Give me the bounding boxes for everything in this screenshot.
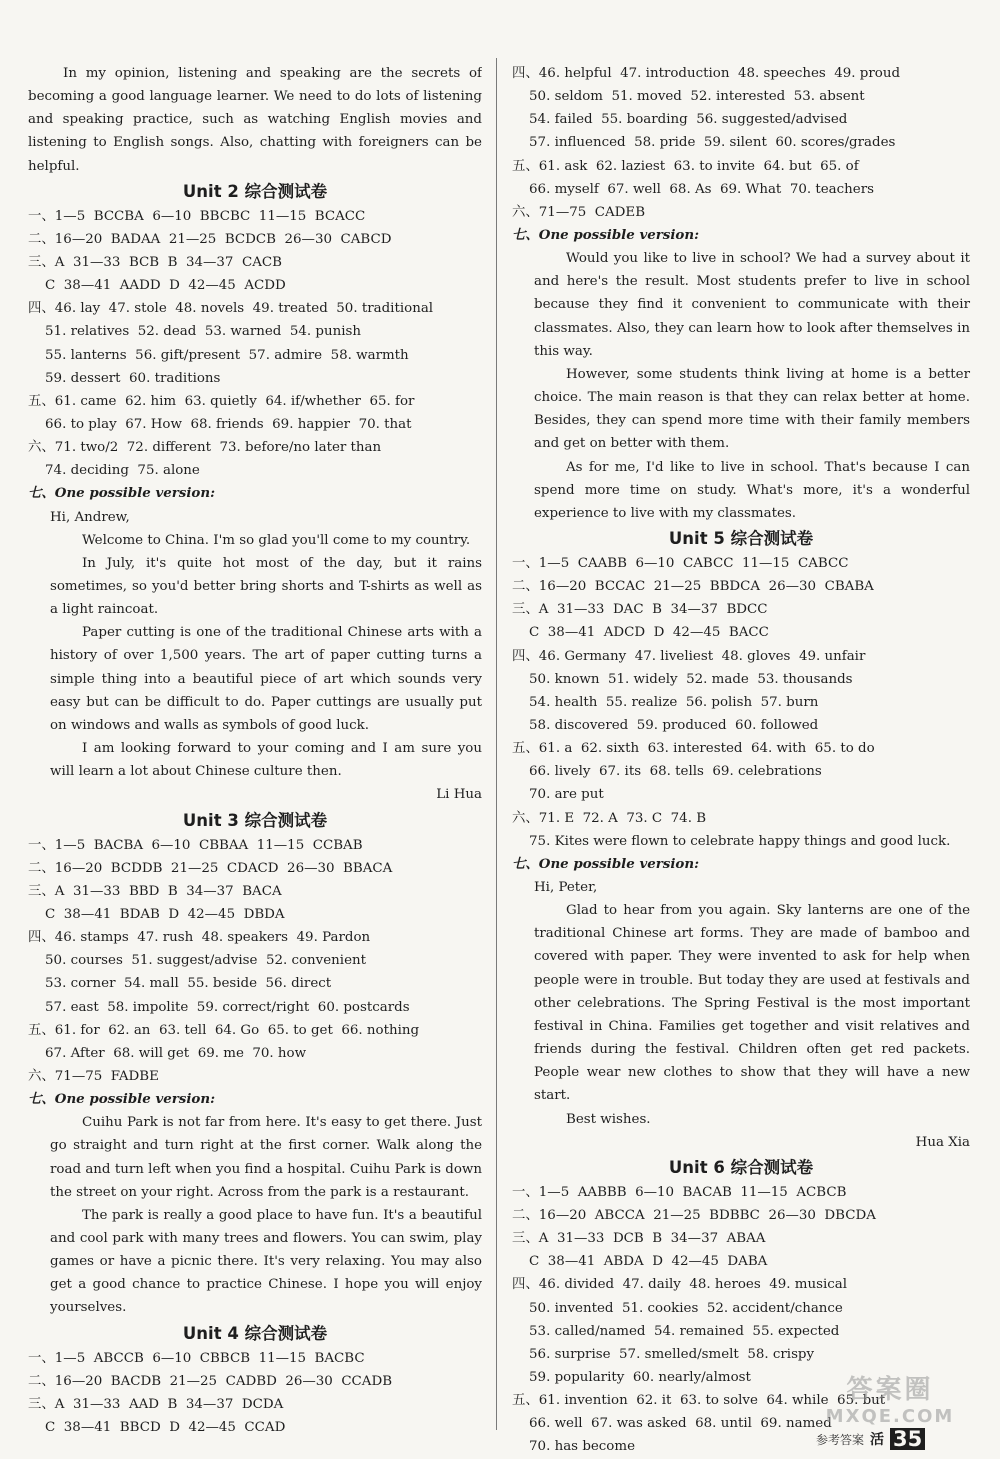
answer-line: 三、A 31—33 BCB B 34—37 CACB [28,254,282,270]
answer-line: 一、1—5 BACBA 6—10 CBBAA 11—15 CCBAB [28,837,363,853]
unit4-title: Unit 4 综合测试卷 [182,1323,328,1343]
unit2-answers [28,205,482,483]
answer-line: 66. myself 67. well 68. As 69. What 70. teachers [512,181,874,197]
unit2-title: Unit 2 综合测试卷 [182,181,328,201]
unit4-answers-continued [512,62,970,224]
answer-line: 二、16—20 ABCCA 21—25 BDBBC 26—30 DBCDA [512,1207,876,1223]
unit2-signature: Li Hua [436,787,482,803]
essay-paragraph: Welcome to China. I'm so glad you'll come to my country. [82,532,471,548]
answer-line: 56. surprise 57. smelled/smelt 58. crispy [512,1346,815,1362]
intro-paragraph [28,62,482,178]
unit4-essay [512,247,970,525]
answer-line: 四、46. Germany 47. liveliest 48. gloves 49. unfair [512,648,866,664]
answer-line: C 38—41 AADD D 42—45 ACDD [28,278,286,294]
unit4-answers [28,1347,482,1440]
answer-line: 五、61. for 62. an 63. tell 64. Go 65. to get 66. nothing [28,1022,420,1038]
essay-paragraph: Would you like to live in school? We had a survey about it and here's the result. Most students prefer to live in school because they find it convenient to communicate with their classmates. Also, they can learn how to look after themselves in this way. [534,251,970,359]
answer-line: 54. health 55. realize 56. polish 57. burn [512,694,819,710]
answer-line: 一、1—5 AABBB 6—10 BACAB 11—15 ACBCB [512,1184,847,1200]
essay-paragraph: I am looking forward to your coming and I am sure you will learn a lot about Chinese culture then. [50,741,482,780]
answer-line: 54. failed 55. boarding 56. suggested/advised [512,112,848,128]
page-number: 35 [890,1428,925,1450]
answer-line: 57. influenced 58. pride 59. silent 60. scores/grades [512,135,896,151]
unit3-title: Unit 3 综合测试卷 [182,810,328,830]
unit4-essay-label: 七、One possible version: [512,226,700,243]
answer-line: 58. discovered 59. produced 60. followed [512,717,819,733]
right-column [512,62,970,1459]
page-footer [816,1428,925,1450]
answer-line: 四、46. lay 47. stole 48. novels 49. treated 50. traditional [28,301,434,317]
intro-text [28,62,482,178]
answer-line: C 38—41 ABDA D 42—45 DABA [512,1254,768,1270]
answer-line: 50. seldom 51. moved 52. interested 53. absent [512,89,865,105]
answer-line: 四、46. stamps 47. rush 48. speakers 49. Pardon [28,930,371,946]
answer-line: 66. lively 67. its 68. tells 69. celebrations [512,764,822,780]
unit5-answers [512,552,970,853]
answer-line: 74. deciding 75. alone [28,463,200,479]
footer-reference: 参考答案 [816,1432,865,1447]
unit5-essay [512,899,970,1131]
answer-line: 59. dessert 60. traditions [28,370,221,386]
answer-line: 50. known 51. widely 52. made 53. thousands [512,671,853,687]
unit6-title: Unit 6 综合测试卷 [668,1157,814,1177]
answer-line: 三、A 31—33 BBD B 34—37 BACA [28,883,282,899]
answer-line: 70. are put [512,787,604,803]
unit5-essay-label: 七、One possible version: [512,855,700,872]
answer-line: 三、A 31—33 DCB B 34—37 ABAA [512,1231,766,1247]
answer-line: 70. has become [512,1439,635,1455]
unit3-essay-label: 七、One possible version: [28,1091,216,1108]
unit5-signature: Hua Xia [915,1134,970,1150]
answer-line: 51. relatives 52. dead 53. warned 54. punish [28,324,362,340]
answer-line: 五、61. invention 62. it 63. to solve 64. while 65. but [512,1393,886,1409]
unit5-greeting: Hi, Peter, [534,879,598,895]
unit2-essay-label: 七、One possible version: [28,485,216,502]
answer-line: 一、1—5 CAABB 6—10 CABCC 11—15 CABCC [512,556,849,571]
answer-line: 五、61. a 62. sixth 63. interested 64. with 65. to do [512,741,875,757]
essay-paragraph: Glad to hear from you again. Sky lanterns are one of the traditional Chinese art forms. They are made of bamboo and covered with paper. They were invented to ask for help when people were in trouble. But today they are used at festivals and other celebrations. The Spring Festival is the most important festival in China. Families get together and visit relatives and friends during the festival. Children often get red packets. People wear new clothes to show that they will have a new start. [534,903,970,1104]
column-divider [496,58,497,1430]
answer-line: 四、46. helpful 47. introduction 48. speeches 49. proud [512,66,901,81]
watermark-logo: 答案圈 MXQE.COM [825,1375,955,1427]
answer-line: 六、71—75 CADEB [512,204,646,220]
unit3-answers [28,834,482,1089]
answer-line: 53. called/named 54. remained 55. expected [512,1323,840,1339]
unit3-essay [28,1111,482,1319]
answer-line: 66. well 67. was asked 68. until 69. named [512,1416,832,1432]
answer-line: 二、16—20 BCDDB 21—25 CDACD 26—30 BBACA [28,860,393,876]
answer-line: 六、71. E 72. A 73. C 74. B [512,810,707,826]
essay-paragraph: In July, it's quite hot most of the day, but it rains sometimes, so you'd better bring shorts and T-shirts as well as a light raincoat. [50,555,482,618]
intro-line: and speaking practice, such as watching English movies and [28,112,482,128]
answer-line: 二、16—20 BCCAC 21—25 BBDCA 26—30 CBABA [512,579,874,595]
answer-line: 66. to play 67. How 68. friends 69. happier 70. that [28,416,412,432]
answer-line: C 38—41 BDAB D 42—45 DBDA [28,906,285,922]
left-column [28,62,482,1439]
intro-line: In my opinion, listening and speaking are the secrets of [28,66,482,81]
essay-paragraph: Paper cutting is one of the traditional Chinese arts with a history of over 1,500 years. The art of paper cutting turns a simple thing into a beautiful piece of art which sounds very easy but can be difficult to do. Paper cuttings are usually put on windows and walls as symbols of good luck. [50,625,482,733]
answer-line: 55. lanterns 56. gift/present 57. admire 58. warmth [28,347,409,363]
answer-line: 67. After 68. will get 69. me 70. how [28,1045,307,1061]
intro-line: becoming a good language learner. We need to do lots of listening [28,89,482,105]
answer-line: 六、71—75 FADBE [28,1068,159,1084]
answer-line: 五、61. ask 62. laziest 63. to invite 64. but 65. of [512,158,859,174]
answer-line: 59. popularity 60. nearly/almost [512,1369,751,1385]
answer-line: 五、61. came 62. him 63. quietly 64. if/whether 65. for [28,393,415,409]
essay-paragraph: However, some students think living at home is a better choice. The main reason is that they can relax better at home. Besides, they can spend more time with their family members and get on better with them. [534,366,970,452]
essay-paragraph: The park is really a good place to have fun. It's a beautiful and cool park with many trees and flowers. You can swim, play games or have a picnic there. It's very relaxing. You may also get a good chance to practice Chinese. I hope you will enjoy yourselves. [50,1207,482,1316]
unit2-essay [28,529,482,784]
answer-line: 二、16—20 BACDB 21—25 CADBD 26—30 CCADB [28,1373,393,1389]
unit5-title: Unit 5 综合测试卷 [668,529,814,548]
intro-line: listening to English songs. Also, chatting with foreigners can be [28,135,482,151]
answer-line: 75. Kites were flown to celebrate happy things and good luck. [512,833,951,849]
answer-line: C 38—41 ADCD D 42—45 BACC [512,625,769,641]
answer-line: 50. courses 51. suggest/advise 52. convenient [28,953,367,969]
answer-line: 四、46. divided 47. daily 48. heroes 49. musical [512,1277,848,1293]
answer-line: C 38—41 BBCD D 42—45 CCAD [28,1420,286,1436]
answer-line: 三、A 31—33 AAD B 34—37 DCDA [28,1396,284,1412]
answer-line: 三、A 31—33 DAC B 34—37 BDCC [512,602,768,618]
footer-brand: 活 [870,1432,885,1448]
essay-paragraph: Cuihu Park is not far from here. It's easy to get there. Just go straight and turn right at the first corner. Walk along the road and turn left when you find a hospital. Cuihu Park is down the street on your right. Across from the park is a restaurant. [50,1115,482,1200]
answer-line: 六、71. two/2 72. different 73. before/no later than [28,440,382,456]
essay-paragraph: As for me, I'd like to live in school. That's because I can spend more time on study. What's more, it's a wonderful experience to live with my classmates. [534,459,970,521]
intro-line: helpful. [28,158,80,174]
essay-paragraph: Best wishes. [566,1111,651,1127]
answer-line: 一、1—5 BCCBA 6—10 BBCBC 11—15 BCACC [28,208,366,224]
answer-line: 53. corner 54. mall 55. beside 56. direct [28,976,332,992]
answer-line: 一、1—5 ABCCB 6—10 CBBCB 11—15 BACBC [28,1350,365,1366]
answer-line: 50. invented 51. cookies 52. accident/chance [512,1300,843,1316]
answer-line: 57. east 58. impolite 59. correct/right 60. postcards [28,999,410,1015]
unit2-greeting: Hi, Andrew, [50,509,130,525]
answer-line: 二、16—20 BADAA 21—25 BCDCB 26—30 CABCD [28,231,392,247]
